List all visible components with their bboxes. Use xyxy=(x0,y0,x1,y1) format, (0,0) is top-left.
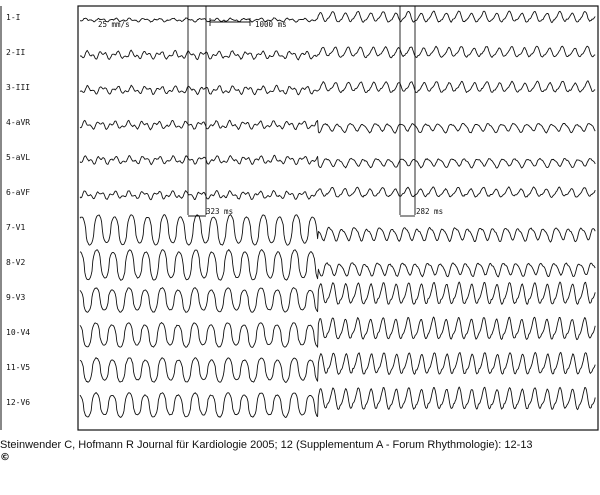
ecg-lead-trace xyxy=(80,250,595,281)
lead-label: 6-aVF xyxy=(6,188,31,197)
ecg-lead-trace xyxy=(80,215,595,246)
ecg-lead-trace xyxy=(80,187,595,200)
lead-label: 7-V1 xyxy=(6,223,26,232)
lead-label: 10-V4 xyxy=(6,328,31,337)
scale-bar-label: 1000 ms xyxy=(255,20,287,29)
ecg-lead-trace xyxy=(80,46,595,60)
ecg-lead-trace xyxy=(80,282,595,312)
ecg-lead-trace xyxy=(80,352,595,382)
figure-citation: Steinwender C, Hofmann R Journal für Kardiologie 2005; 12 (Supplementum A - Forum Rhythmologie): 12-13 xyxy=(0,439,533,451)
lead-label: 11-V5 xyxy=(6,363,31,372)
ecg-lead-trace xyxy=(80,387,595,418)
paper-speed-label: 25 mm/s xyxy=(98,20,130,29)
lead-label: 8-V2 xyxy=(6,258,26,267)
lead-label: 2-II xyxy=(6,48,26,57)
lead-label: 3-III xyxy=(6,83,31,92)
lead-label: 5-aVL xyxy=(6,153,31,162)
ecg-lead-trace xyxy=(80,120,595,133)
interval-label-2: 282 ms xyxy=(416,207,444,216)
interval-label-1: 323 ms xyxy=(206,207,234,216)
lead-label: 1-I xyxy=(6,13,21,22)
ecg-lead-trace xyxy=(80,81,595,95)
lead-label: 4-aVR xyxy=(6,118,31,127)
ecg-border xyxy=(78,6,598,430)
ecg-lead-trace xyxy=(80,11,595,23)
copyright-symbol: © xyxy=(0,452,10,463)
lead-label: 9-V3 xyxy=(6,293,26,302)
lead-label: 12-V6 xyxy=(6,398,31,407)
ecg-lead-trace xyxy=(80,155,595,168)
ecg-lead-trace xyxy=(80,317,595,347)
